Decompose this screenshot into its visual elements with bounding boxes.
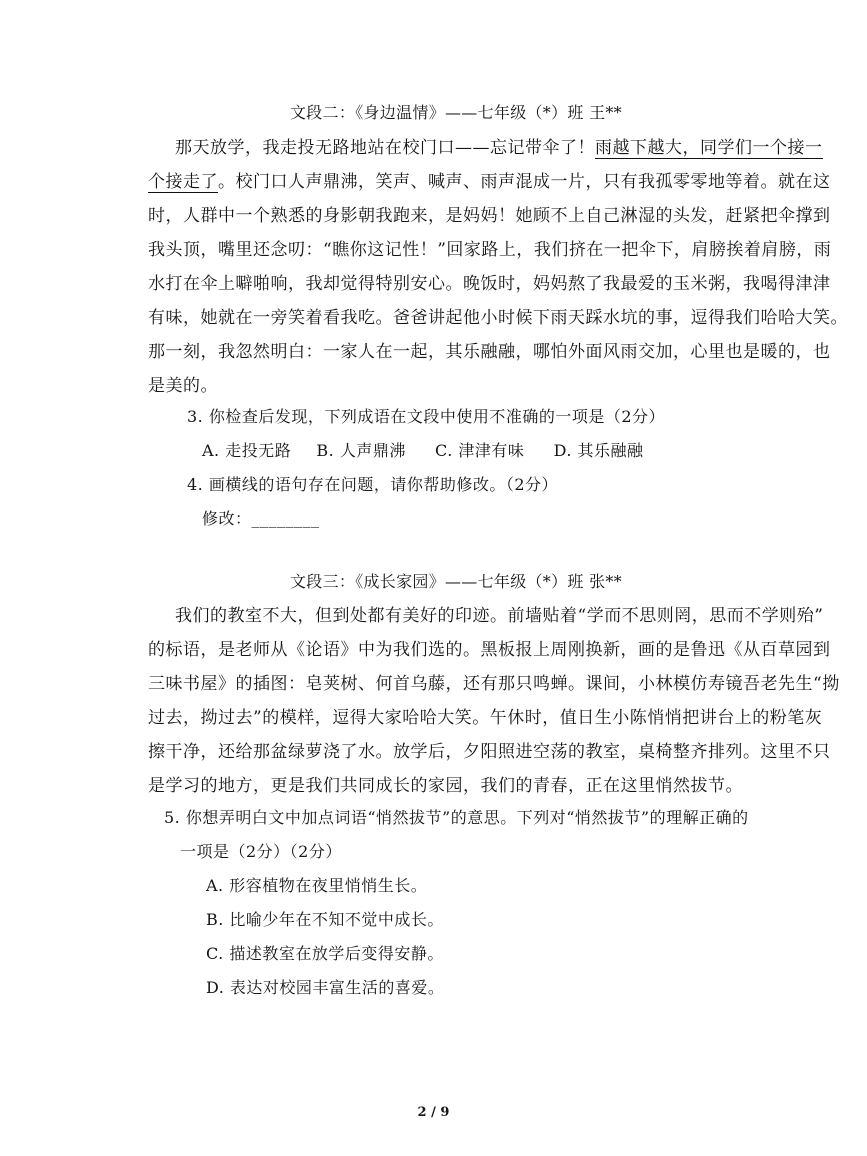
section2-line-3: 时，人群中一个熟悉的身影朝我跑来，是妈妈！她顾不上自己淋湿的头发，赶紧把伞撑到 [148,206,831,226]
section3-line-2: 的标语，是老师从《论语》中为我们选的。黑板报上周刚换新，画的是鲁迅《从百草园到 [148,640,831,660]
section2-line-2 [148,170,831,194]
underlined-sentence: 雨越下越大，同学们一个接一 [595,138,823,158]
question-4: 4. 画横线的语句存在问题，请你帮助修改。（2分） [187,475,559,494]
q3-option-d[interactable]: D. 其乐融融 [553,441,644,460]
section2-line-1 [175,136,823,160]
section2-line-1-text: 那天放学，我走投无路地站在校门口——忘记带伞了！ [175,138,595,158]
q5-option-b[interactable]: B. 比喻少年在不知不觉中成长。 [206,910,444,929]
section2-line-4: 我头顶，嘴里还念叨：“瞧你这记性！”回家路上，我们挤在一把伞下，肩膀挨着肩膀，雨 [148,240,832,260]
section3-title: 文段三：《成长家园》——七年级（*）班 张** [290,572,622,591]
section3-line-6: 是学习的地方，更是我们共同成长的家园，我们的青春，正在这里悄然拔节。 [148,776,743,796]
section2-line-6: 有味，她就在一旁笑着看我吃。爸爸讲起他小时候下雨天踩水坑的事，逗得我们哈哈大笑。 [148,308,848,328]
section3-line-4: 过去，拗过去”的模样，逗得大家哈哈大笑。午休时，值日生小陈悄悄把讲台上的粉笔灰 [148,708,823,728]
section2-line-7: 那一刻，我忽然明白：一家人在一起，其乐融融，哪怕外面风雨交加，心里也是暖的，也 [148,342,831,362]
section2-line-2-text: 。校门口人声鼎沸，笑声、喊声、雨声混成一片，只有我孤零零地等着。就在这 [218,172,831,192]
section2-line-8: 是美的。 [148,376,218,396]
question-5-cont: 一项是（2分）（2分） [180,842,342,861]
q5-option-a[interactable]: A. 形容植物在夜里悄悄生长。 [206,876,428,895]
question-5: 5. 你想弄明白文中加点词语“悄然拔节”的意思。下列对“悄然拔节”的理解正确的 [164,808,749,827]
section3-line-1: 我们的教室不大，但到处都有美好的印迹。前墙贴着“学而不思则罔，思而不学则殆” [175,606,824,626]
section3-line-5: 擦干净，还给那盆绿萝浇了水。放学后，夕阳照进空荡的教室，桌椅整齐排列。这里不只 [148,742,831,762]
question-4-answer[interactable]: 修改：________ [202,509,320,528]
q5-option-c[interactable]: C. 描述教室在放学后变得安静。 [206,944,444,963]
q3-option-c[interactable]: C. 津津有味 [435,441,525,460]
q5-option-d[interactable]: D. 表达对校园丰富生活的喜爱。 [206,978,445,997]
underlined-sentence-cont: 个接走了 [148,172,218,192]
question-3-options [202,439,644,463]
q3-option-a[interactable]: A. 走投无路 [202,441,292,460]
q3-option-b[interactable]: B. 人声鼎沸 [316,441,406,460]
question-3: 3. 你检查后发现，下列成语在文段中使用不准确的一项是（2分） [187,407,666,426]
page-number: 2 / 9 [417,1105,450,1120]
section3-line-3: 三味书屋》的插图：皂荚树、何首乌藤，还有那只鸣蝉。课间，小林模仿寿镜吾老先生“拗 [148,674,840,694]
section2-title: 文段二：《身边温情》——七年级（*）班 王** [290,103,622,122]
section2-line-5: 水打在伞上噼啪响，我却觉得特别安心。晚饭时，妈妈熬了我最爱的玉米粥，我喝得津津 [148,274,831,294]
